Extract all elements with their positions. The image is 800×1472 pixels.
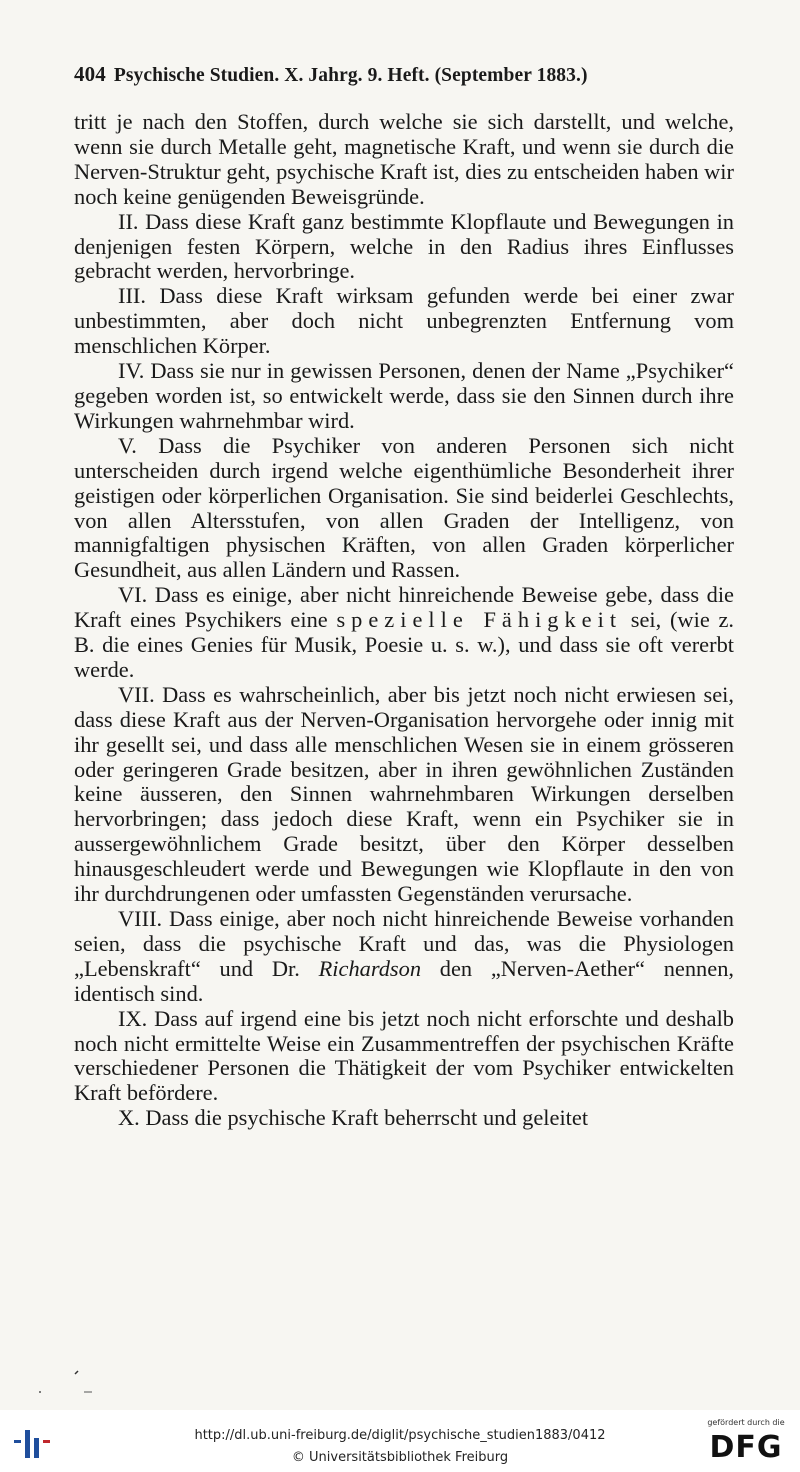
copyright-text: © Universitätsbibliothek Freiburg — [291, 1450, 509, 1465]
paragraph-ii: II. Dass diese Kraft ganz bestimmte Klopflaute und Bewegungen in denjenigen festen Körpern, welche in den Radius ihres Einflusses gebracht werden, hervorbringe. — [74, 208, 734, 284]
paragraph-iii: III. Dass diese Kraft wirksam gefunden werde bei einer zwar unbestimmten, aber doch nicht unbegrenzten Entfernung vom menschlichen Körper. — [74, 283, 734, 359]
paragraph-viii-text: VIII. Dass einige, aber noch nicht hinreichende Beweise vorhanden seien, dass die psychische Kraft und das, was die Physiologen „Lebenskraft“ und Dr. — [74, 906, 734, 981]
scan-marks — [38, 1370, 98, 1403]
italic-name: Richardson — [318, 955, 422, 981]
running-title: Psychische Studien. X. Jahrg. 9. Heft. (September 1883.) — [113, 65, 588, 86]
dfg-logo — [700, 1418, 792, 1468]
paragraph-iv: IV. Dass sie nur in gewissen Personen, denen der Name „Psychiker“ gegeben worden ist, so entwickelt werde, dass sie den Sinnen durch ihre Wirkungen wahrnehmbar wird. — [74, 358, 734, 433]
dfg-wordmark: DFG — [709, 1430, 783, 1465]
paragraph-vii: VII. Dass es wahrscheinlich, aber bis jetzt noch nicht erwiesen sei, dass diese Kraft aus der Nerven-Organisation hervorgehe oder innig mit ihr gesellt sei, und dass alle menschlichen Wesen sie in einem grösseren oder geringeren Grade besitzen, aber in ihren gewöhnlichen Zuständen keine äusseren, den Sinnen wahrnehmbaren Wirkungen derselben hervorbringen; dass jedoch diese Kraft, wenn ein Psychiker sie in aussergewöhnlichem Grade besitzt, über den Körper desselben hinausgeschleudert werde und Bewegungen wie Klopflaute in den von ihr durchdrungenen oder umfassten Gegenständen verursache. — [74, 681, 734, 907]
paragraph-ix: IX. Dass auf irgend eine bis jetzt noch nicht erforschte und deshalb noch nicht ermittelte Weise ein Zusammentreffen der psychischen Kräfte verschiedener Personen die Thätigkeit der vom Psychiker entwickelten Kraft befördere. — [74, 1005, 734, 1106]
running-header — [74, 62, 734, 87]
footer-bar — [0, 1410, 800, 1472]
paragraph-vi — [74, 583, 734, 683]
spaced-emphasis: spezielle Fähigkeit — [336, 607, 623, 633]
page-number: 404 — [74, 62, 106, 86]
paragraph-v: V. Dass die Psychiker von anderen Personen sich nicht unterscheiden durch irgend welche eigenthümliche Besonderheit ihrer geistigen oder körperlichen Organisation. Sie sind beiderlei Geschlechts, von allen Altersstufen, von allen Graden der Intelligenz, von mannigfaltigen physischen Kräften, von allen Graden körperlicher Gesundheit, aus allen Ländern und Rassen. — [74, 432, 734, 583]
page-body — [74, 110, 734, 1131]
paragraph-continuation: tritt je nach den Stoffen, durch welche sie sich darstellt, und welche, wenn sie durch Metalle geht, magnetische Kraft, und wenn sie durch die Nerven-Struktur geht, psychische Kraft ist, dies zu entscheiden haben wir noch keine genügenden Beweisgründe. — [74, 109, 734, 209]
paragraph-viii-text-end: den „Nerven-Aether“ nennen, identisch sind. — [74, 955, 734, 1006]
paragraph-x: X. Dass die psychische Kraft beherrscht und geleitet — [118, 1105, 589, 1131]
paragraph-viii — [74, 907, 734, 1007]
paragraph-vi-text-end: sei, (wie z. B. die eines Genies für Musik, Poesie u. s. w.), und dass sie oft vererbt werde. — [74, 607, 735, 682]
source-url-link[interactable]: http://dl.ub.uni-freiburg.de/diglit/psychische_studien1883/0412 — [194, 1428, 606, 1443]
dfg-caption: gefördert durch die — [707, 1418, 785, 1427]
paragraph-vi-text: VI. Dass es einige, aber nicht hinreichende Beweise gebe, dass die Kraft eines Psychikers eine — [74, 582, 734, 633]
